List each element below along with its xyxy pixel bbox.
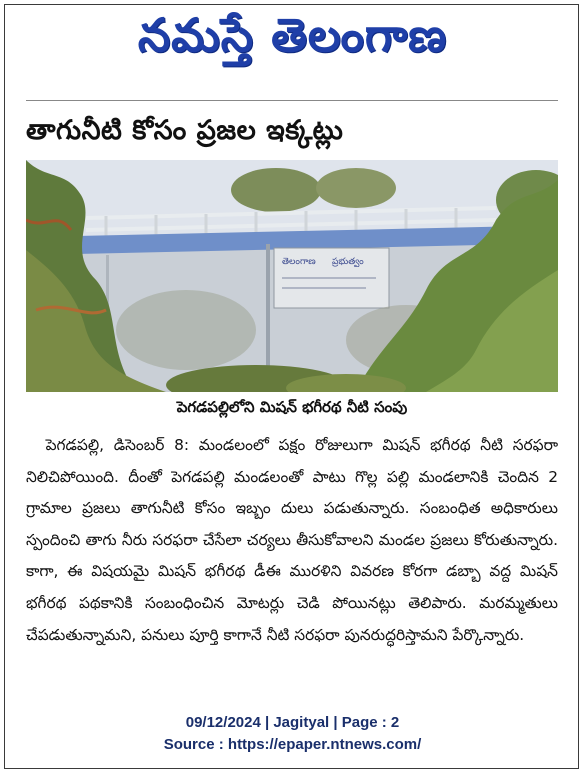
- article-photo: [26, 160, 558, 392]
- footer-source-link[interactable]: Source : https://epaper.ntnews.com/: [163, 736, 422, 753]
- newspaper-masthead: నమస్తే తెలంగాణ: [137, 8, 448, 62]
- sign-text-2: ప్రభుత్వం: [332, 257, 364, 267]
- masthead-divider: [26, 100, 558, 101]
- sign-text-1: తెలంగాణ: [282, 257, 316, 267]
- photo-caption: పెగడపల్లిలోని మిషన్ భగీరథ నీటి సంపు: [176, 398, 408, 416]
- article-body: పెగడపల్లి, డిసెంబర్ 8: మండలంలో పక్షం రోజులుగా మిషన్ భగీరథ నీటి సరఫరా నిలిచిపోయింది. దీంతో పెగడపల్లి మండలంతో పాటు గొల్ల పల్లి మండలానికి చెందిన 2 గ్రామాల ప్రజలు తాగునీటి కోసం ఇబ్బం దులు పడుతున్నారు. సంబంధిత అధికారులు స్పందించి తాగు నీరు సరఫరా చేసేలా చర్యలు తీసుకోవాలని మండల ప్రజలు కోరుతున్నారు. కాగా, ఈ విషయమై మిషన్ భగీరథ డీఈ మురళిని వివరణ కోరగా డబ్బా వద్ద మిషన్ భగీరథ పథకానికి సంబంధించిన మోటర్లు చెడి పోయినట్లు తెలిపారు. మరమ్మతులు చేపడుతున్నామని, పనులు పూర్తి కాగానే నీటి సరఫరా పునరుద్ధరిస్తామని పేర్కొన్నారు.: [26, 436, 558, 644]
- article-headline: తాగునీటి కోసం ప్రజల ఇక్కట్లు: [26, 115, 344, 146]
- footer-date-edition: 09/12/2024 | Jagityal | Page : 2: [185, 714, 400, 731]
- water-sump-photo: [26, 160, 558, 392]
